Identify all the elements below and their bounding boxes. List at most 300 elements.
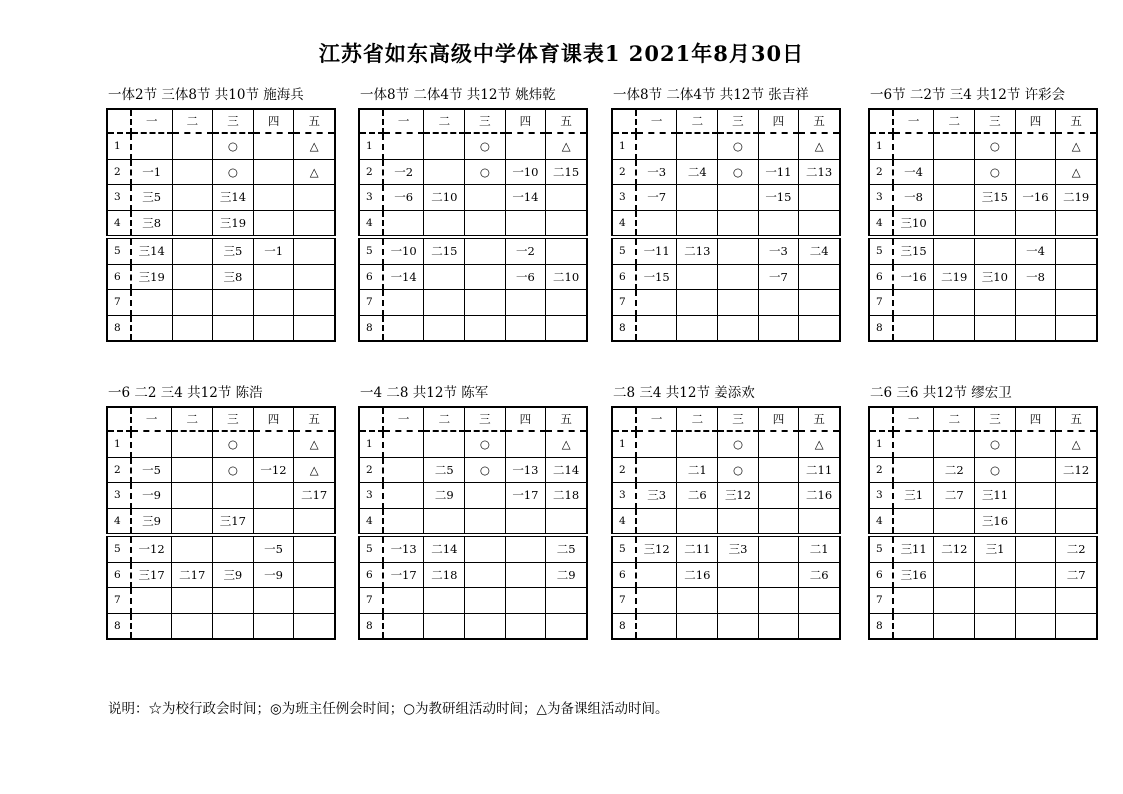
table-row	[107, 133, 335, 159]
table-row	[869, 562, 1097, 588]
table-row	[612, 613, 840, 639]
schedule-cell: 三9	[213, 562, 254, 588]
schedule-cell	[213, 290, 254, 316]
schedule-cell: 二9	[546, 562, 587, 588]
table-row	[612, 483, 840, 509]
schedule-cell	[1056, 613, 1097, 639]
table-row	[359, 588, 587, 614]
schedule-cell	[758, 535, 798, 562]
schedule-cell	[718, 290, 758, 316]
period-number: 5	[612, 237, 636, 264]
schedule-cell	[636, 457, 677, 483]
schedule-cell: 三16	[893, 562, 934, 588]
schedule-cell	[758, 210, 799, 237]
table-row	[869, 185, 1097, 211]
period-number: 4	[869, 210, 893, 237]
schedule-cell	[505, 588, 546, 614]
day-header: 五	[799, 407, 840, 431]
schedule-cell: 三12	[636, 535, 677, 562]
schedule-cell	[1056, 290, 1097, 316]
schedule-cell	[546, 588, 587, 614]
schedule-cell	[505, 431, 546, 457]
schedule-cell: 二11	[799, 457, 840, 483]
day-header: 五	[799, 109, 840, 133]
table-row	[107, 508, 335, 535]
teacher-caption: 一6 二2 三4 共12节 陈浩	[108, 385, 263, 401]
schedule-cell	[253, 483, 294, 509]
table-row	[107, 290, 335, 316]
schedule-table	[106, 108, 336, 342]
schedule-cell	[505, 290, 546, 316]
schedule-cell: 三16	[975, 508, 1016, 535]
schedule-cell: 三14	[213, 185, 254, 211]
schedule-cell	[253, 264, 294, 290]
schedule-cell	[383, 613, 424, 639]
schedule-cell: △	[294, 133, 335, 159]
schedule-cell	[677, 290, 718, 316]
day-header: 二	[934, 407, 975, 431]
schedule-cell: △	[1056, 133, 1097, 159]
schedule-cell	[758, 133, 799, 159]
schedule-cell: 二16	[677, 562, 718, 588]
schedule-cell: 二17	[294, 483, 335, 509]
schedule-cell: 一2	[383, 159, 424, 185]
schedule-cell	[213, 315, 254, 341]
corner-cell	[869, 109, 893, 133]
day-header: 三	[465, 109, 505, 133]
schedule-cell: ○	[465, 431, 505, 457]
schedule-cell	[636, 431, 677, 457]
table-row	[869, 210, 1097, 237]
schedule-cell: 二4	[799, 237, 840, 264]
schedule-cell	[383, 508, 424, 535]
schedule-cell	[253, 290, 294, 316]
schedule-cell: 三8	[131, 210, 172, 237]
table-row	[612, 508, 840, 535]
schedule-cell: 三11	[975, 483, 1016, 509]
schedule-cell: 二19	[1056, 185, 1097, 211]
schedule-cell	[1056, 210, 1097, 237]
period-number: 5	[359, 535, 383, 562]
schedule-cell	[677, 588, 718, 614]
schedule-cell	[294, 210, 335, 237]
schedule-cell	[1015, 457, 1055, 483]
period-number: 4	[612, 210, 636, 237]
day-header: 四	[758, 407, 798, 431]
schedule-cell	[172, 159, 213, 185]
schedule-cell	[253, 210, 294, 237]
schedule-cell: ○	[465, 133, 505, 159]
schedule-cell: 一5	[131, 457, 172, 483]
schedule-cell	[383, 210, 424, 237]
schedule-table	[868, 406, 1098, 640]
schedule-cell	[1015, 159, 1056, 185]
schedule-cell	[424, 264, 465, 290]
schedule-cell	[505, 562, 546, 588]
schedule-cell	[636, 588, 677, 614]
period-number: 4	[107, 210, 131, 237]
schedule-cell	[131, 431, 172, 457]
schedule-cell	[975, 315, 1016, 341]
schedule-cell	[893, 133, 934, 159]
schedule-cell	[718, 588, 759, 614]
period-number: 3	[869, 185, 893, 211]
schedule-cell	[424, 588, 465, 614]
table-row	[869, 508, 1097, 535]
schedule-cell: △	[294, 159, 335, 185]
period-number: 2	[107, 159, 131, 185]
schedule-cell	[758, 290, 799, 316]
schedule-cell	[546, 210, 587, 237]
schedule-cell	[294, 264, 335, 290]
schedule-cell: 二7	[934, 483, 975, 509]
schedule-cell	[893, 290, 934, 316]
period-number: 8	[359, 613, 383, 639]
schedule-cell	[294, 315, 335, 341]
table-header-row	[107, 109, 335, 133]
schedule-cell	[131, 613, 172, 639]
schedule-cell	[424, 133, 465, 159]
table-row	[359, 290, 587, 316]
schedule-cell: 二16	[799, 483, 840, 509]
period-number: 3	[107, 185, 131, 211]
schedule-cell: 一11	[758, 159, 799, 185]
schedule-cell: 二12	[934, 535, 975, 562]
schedule-cell: 一8	[893, 185, 934, 211]
schedule-table	[611, 108, 841, 342]
schedule-cell	[213, 588, 254, 614]
schedule-cell: 一16	[893, 264, 934, 290]
schedule-cell	[758, 562, 798, 588]
schedule-cell	[975, 562, 1016, 588]
schedule-cell: 一16	[1015, 185, 1056, 211]
schedule-cell: 二5	[424, 457, 465, 483]
schedule-cell: 二11	[677, 535, 718, 562]
schedule-cell	[893, 613, 934, 639]
schedule-cell	[465, 613, 505, 639]
table-header-row	[869, 407, 1097, 431]
table-row	[107, 457, 335, 483]
schedule-cell	[718, 315, 758, 341]
day-header: 三	[213, 407, 254, 431]
table-row	[359, 508, 587, 535]
teacher-caption: 二8 三4 共12节 姜添欢	[613, 385, 755, 401]
schedule-cell: 二1	[677, 457, 718, 483]
schedule-cell	[465, 483, 505, 509]
schedule-cell: 三5	[213, 237, 254, 264]
period-number: 7	[612, 588, 636, 614]
schedule-cell: 二15	[546, 159, 587, 185]
schedule-cell	[799, 185, 840, 211]
period-number: 3	[612, 185, 636, 211]
schedule-cell	[383, 315, 424, 341]
table-row	[359, 315, 587, 341]
schedule-cell	[172, 483, 213, 509]
table-row	[107, 535, 335, 562]
schedule-cell	[172, 210, 213, 237]
schedule-cell	[546, 508, 587, 535]
schedule-cell	[505, 315, 546, 341]
period-number: 1	[359, 431, 383, 457]
schedule-cell: 三1	[893, 483, 934, 509]
day-header: 一	[636, 407, 677, 431]
period-number: 3	[107, 483, 131, 509]
schedule-cell	[677, 133, 718, 159]
day-header: 二	[172, 109, 213, 133]
schedule-cell	[1056, 264, 1097, 290]
schedule-cell: 二10	[546, 264, 587, 290]
schedule-cell	[253, 315, 294, 341]
table-header-row	[359, 109, 587, 133]
day-header: 三	[975, 407, 1016, 431]
table-row	[359, 535, 587, 562]
day-header: 二	[172, 407, 213, 431]
schedule-cell	[505, 613, 546, 639]
schedule-cell	[424, 290, 465, 316]
schedule-cell: 一13	[505, 457, 546, 483]
schedule-cell: △	[1056, 159, 1097, 185]
schedule-cell: 二15	[424, 237, 465, 264]
period-number: 1	[107, 133, 131, 159]
day-header: 四	[505, 109, 546, 133]
table-row	[612, 457, 840, 483]
schedule-cell	[934, 431, 975, 457]
schedule-cell	[253, 431, 294, 457]
day-header: 四	[1015, 407, 1055, 431]
schedule-cell: ○	[975, 133, 1016, 159]
schedule-cell	[677, 185, 718, 211]
table-row	[107, 483, 335, 509]
schedule-cell	[1056, 483, 1097, 509]
corner-cell	[612, 109, 636, 133]
schedule-cell: 三3	[636, 483, 677, 509]
schedule-cell: 三15	[893, 237, 934, 264]
schedule-cell: 一2	[505, 237, 546, 264]
table-row	[107, 431, 335, 457]
schedule-cell: 三9	[131, 508, 172, 535]
schedule-cell	[636, 210, 677, 237]
schedule-cell	[172, 508, 213, 535]
schedule-cell: 三8	[213, 264, 254, 290]
period-number: 5	[869, 535, 893, 562]
table-row	[612, 159, 840, 185]
schedule-cell: ○	[213, 457, 254, 483]
schedule-cell: △	[1056, 431, 1097, 457]
day-header: 五	[546, 407, 587, 431]
schedule-cell	[172, 613, 213, 639]
schedule-table	[611, 406, 841, 640]
schedule-cell	[677, 431, 718, 457]
schedule-cell: ○	[213, 133, 254, 159]
schedule-cell: 一6	[505, 264, 546, 290]
day-header: 三	[465, 407, 505, 431]
period-number: 5	[107, 535, 131, 562]
schedule-cell	[546, 237, 587, 264]
corner-cell	[107, 407, 131, 431]
period-number: 8	[612, 315, 636, 341]
schedule-cell	[934, 185, 975, 211]
schedule-cell	[758, 315, 799, 341]
period-number: 6	[869, 264, 893, 290]
day-header: 五	[1056, 109, 1097, 133]
schedule-cell	[718, 508, 759, 535]
schedule-cell: 一17	[505, 483, 546, 509]
schedule-cell	[1015, 210, 1056, 237]
schedule-cell	[294, 508, 335, 535]
schedule-cell	[934, 562, 975, 588]
schedule-cell	[677, 315, 718, 341]
schedule-cell	[172, 315, 213, 341]
period-number: 2	[869, 159, 893, 185]
schedule-cell	[131, 315, 172, 341]
schedule-cell	[465, 508, 505, 535]
period-number: 5	[869, 237, 893, 264]
schedule-cell: ○	[213, 159, 254, 185]
schedule-cell: 三17	[131, 562, 172, 588]
schedule-cell	[294, 237, 335, 264]
schedule-cell: 一14	[505, 185, 546, 211]
schedule-cell: ○	[213, 431, 254, 457]
schedule-cell	[758, 613, 798, 639]
schedule-cell	[253, 588, 294, 614]
schedule-cell	[975, 588, 1016, 614]
schedule-cell	[677, 264, 718, 290]
schedule-cell: 一11	[636, 237, 677, 264]
period-number: 8	[869, 315, 893, 341]
schedule-cell: 一5	[253, 535, 294, 562]
schedule-cell	[934, 588, 975, 614]
period-number: 7	[359, 290, 383, 316]
period-number: 8	[612, 613, 636, 639]
table-row	[869, 431, 1097, 457]
schedule-cell: △	[546, 133, 587, 159]
schedule-cell: 三5	[131, 185, 172, 211]
schedule-cell: 三10	[975, 264, 1016, 290]
table-row	[107, 264, 335, 290]
schedule-cell	[465, 290, 505, 316]
schedule-cell: 二7	[1056, 562, 1097, 588]
schedule-cell	[975, 613, 1016, 639]
schedule-cell: 三3	[718, 535, 759, 562]
day-header: 一	[893, 407, 934, 431]
period-number: 4	[107, 508, 131, 535]
schedule-cell	[505, 508, 546, 535]
schedule-cell	[799, 290, 840, 316]
schedule-cell	[383, 431, 424, 457]
day-header: 二	[677, 407, 718, 431]
schedule-cell	[893, 315, 934, 341]
schedule-cell	[1056, 315, 1097, 341]
schedule-cell	[253, 508, 294, 535]
table-row	[869, 237, 1097, 264]
period-number: 5	[359, 237, 383, 264]
table-row	[359, 133, 587, 159]
schedule-cell: 一9	[131, 483, 172, 509]
schedule-cell	[934, 237, 975, 264]
schedule-cell	[799, 315, 840, 341]
schedule-cell	[424, 613, 465, 639]
period-number: 6	[107, 264, 131, 290]
schedule-cell	[465, 210, 505, 237]
schedule-table	[358, 406, 588, 640]
table-row	[107, 237, 335, 264]
schedule-cell: △	[799, 133, 840, 159]
period-number: 2	[359, 457, 383, 483]
schedule-cell	[172, 457, 213, 483]
table-row	[869, 159, 1097, 185]
schedule-cell: 二6	[799, 562, 840, 588]
schedule-cell	[677, 508, 718, 535]
schedule-cell	[758, 508, 798, 535]
schedule-cell	[546, 290, 587, 316]
period-number: 2	[359, 159, 383, 185]
table-header-row	[612, 407, 840, 431]
period-number: 4	[869, 508, 893, 535]
schedule-cell	[172, 133, 213, 159]
schedule-cell	[131, 290, 172, 316]
period-number: 8	[359, 315, 383, 341]
table-row	[359, 613, 587, 639]
schedule-cell: 一7	[636, 185, 677, 211]
period-number: 7	[612, 290, 636, 316]
schedule-cell	[975, 237, 1016, 264]
schedule-cell: △	[546, 431, 587, 457]
table-row	[869, 290, 1097, 316]
schedule-cell	[677, 210, 718, 237]
schedule-cell: 一17	[383, 562, 424, 588]
schedule-cell: 二14	[424, 535, 465, 562]
schedule-cell	[893, 588, 934, 614]
schedule-cell: 二17	[172, 562, 213, 588]
table-row	[869, 133, 1097, 159]
schedule-cell: 一12	[131, 535, 172, 562]
schedule-cell: 一4	[1015, 237, 1056, 264]
schedule-cell: 一9	[253, 562, 294, 588]
schedule-cell	[934, 508, 975, 535]
corner-cell	[869, 407, 893, 431]
schedule-cell: ○	[718, 133, 758, 159]
period-number: 7	[107, 588, 131, 614]
teacher-caption: 一体8节 二体4节 共12节 张吉祥	[613, 87, 809, 103]
schedule-cell	[934, 133, 975, 159]
schedule-cell: 一15	[636, 264, 677, 290]
schedule-cell: 二1	[799, 535, 840, 562]
table-row	[612, 185, 840, 211]
schedule-cell: 三19	[213, 210, 254, 237]
schedule-cell	[424, 508, 465, 535]
day-header: 二	[424, 109, 465, 133]
period-number: 3	[869, 483, 893, 509]
table-row	[612, 431, 840, 457]
day-header: 一	[636, 109, 677, 133]
schedule-cell: 三14	[131, 237, 172, 264]
day-header: 三	[718, 407, 759, 431]
schedule-cell	[294, 535, 335, 562]
schedule-cell	[253, 133, 294, 159]
schedule-cell: 一14	[383, 264, 424, 290]
schedule-cell: ○	[975, 431, 1016, 457]
schedule-cell	[975, 210, 1016, 237]
schedule-cell	[505, 133, 546, 159]
table-row	[359, 457, 587, 483]
table-header-row	[107, 407, 335, 431]
schedule-cell: ○	[465, 457, 505, 483]
schedule-cell: 三11	[893, 535, 934, 562]
day-header: 四	[1015, 109, 1056, 133]
table-row	[612, 535, 840, 562]
teacher-caption: 一体2节 三体8节 共10节 施海兵	[108, 87, 304, 103]
schedule-cell	[1015, 431, 1055, 457]
